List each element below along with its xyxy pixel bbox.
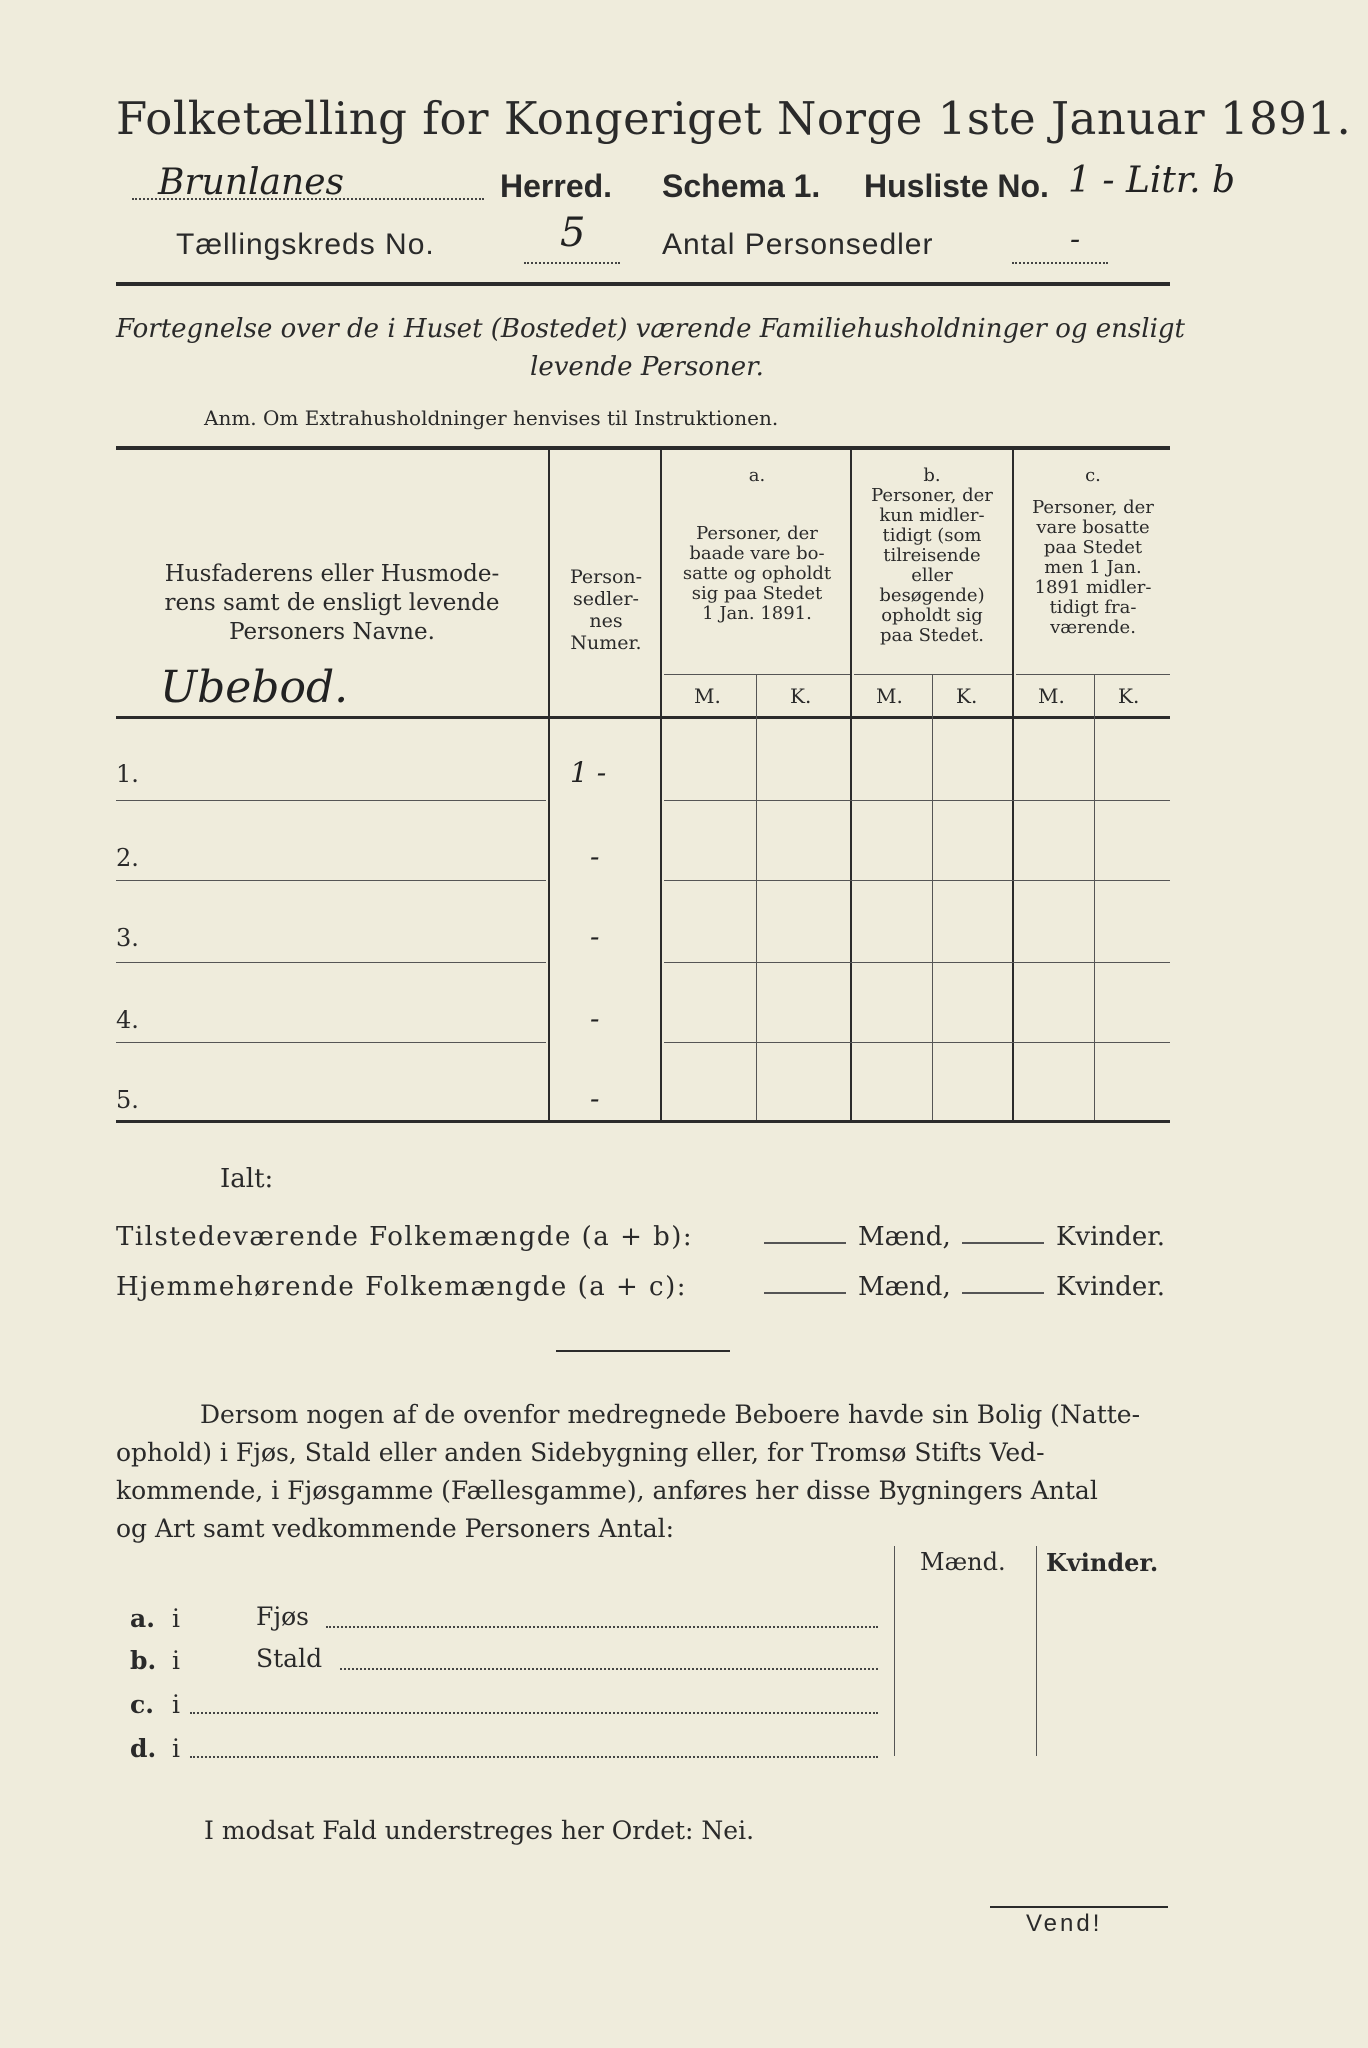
ialt-label: Ialt: — [220, 1164, 274, 1194]
anm-note: Anm. Om Extrahusholdninger henvises til Instruktionen. — [204, 406, 779, 430]
tilstede-maend: Mænd, — [858, 1222, 951, 1252]
item-b-i: i — [172, 1646, 180, 1675]
row-nr-3: - — [590, 920, 600, 953]
row-nr-4: - — [590, 1002, 600, 1035]
c-k-label: K. — [1118, 684, 1140, 708]
item-d-i: i — [172, 1734, 180, 1763]
col-divider-nr — [660, 450, 662, 1122]
row-line-2 — [116, 880, 546, 881]
col-c-header: c. Personer, der vare bosatte paa Stedet men 1 Jan. 1891 midler- tidigt fra- værende. — [1032, 465, 1154, 638]
herred-handwritten: Brunlanes — [158, 162, 344, 203]
intro-line-2: levende Personer. — [530, 352, 764, 382]
bolig-maend-head: Mænd. — [920, 1548, 1006, 1576]
item-b-dots — [340, 1668, 878, 1670]
hjemme-maend: Mænd, — [858, 1272, 951, 1302]
header-rule-thick — [116, 282, 1170, 286]
item-c-dots — [190, 1712, 878, 1714]
row-line-1-right — [664, 800, 1170, 801]
item-d-dots — [190, 1756, 878, 1758]
section-divider — [556, 1350, 730, 1352]
kreds-label: Tællingskreds No. — [176, 228, 435, 261]
row-line-3-right — [664, 962, 1170, 963]
mk-rule-a — [664, 674, 850, 675]
modsat-note: I modsat Fald understreges her Ordet: Nei. — [204, 1816, 755, 1845]
row-num-3: 3. — [116, 924, 139, 952]
row-line-3 — [116, 962, 546, 963]
subcol-c — [1094, 674, 1095, 1120]
bolig-kvinder-head: Kvinder. — [1046, 1548, 1159, 1577]
b-k-label: K. — [956, 684, 978, 708]
kreds-handwritten: 5 — [560, 210, 586, 256]
item-b-letter: b. — [130, 1646, 157, 1675]
form-title: Folketælling for Kongeriget Norge 1ste Januar 1891. — [116, 92, 1352, 145]
name-handwritten: Ubebod. — [160, 662, 349, 713]
tilstede-label: Tilstedeværende Folkemængde (a + b): — [116, 1222, 694, 1252]
subcol-a — [756, 674, 757, 1120]
hjemme-kvinder: Kvinder. — [1056, 1272, 1166, 1302]
c-m-label: M. — [1038, 684, 1065, 708]
a-m-label: M. — [694, 684, 721, 708]
row-num-2: 2. — [116, 844, 139, 872]
row-nr-2: - — [590, 840, 600, 873]
row-num-1: 1. — [116, 760, 139, 788]
item-c-i: i — [172, 1690, 180, 1719]
hjemme-label: Hjemmehørende Folkemængde (a + c): — [116, 1272, 687, 1302]
col-divider-b — [1012, 450, 1014, 1122]
hjemme-maend-blank — [764, 1292, 846, 1294]
husliste-handwritten: 1 - Litr. b — [1068, 160, 1236, 201]
item-b-label: Stald — [256, 1644, 323, 1673]
item-a-label: Fjøs — [256, 1602, 309, 1631]
schema-label: Schema 1. — [662, 168, 821, 204]
row-nr-5: - — [590, 1082, 600, 1115]
kreds-dotted-line — [524, 262, 620, 264]
vend-rule — [990, 1906, 1168, 1908]
antal-label: Antal Personsedler — [662, 228, 934, 261]
row-line-4-right — [664, 1042, 1170, 1043]
b-m-label: M. — [876, 684, 903, 708]
item-d-letter: d. — [130, 1734, 157, 1763]
tilstede-maend-blank — [764, 1242, 846, 1244]
antal-dotted-line — [1012, 262, 1108, 264]
subcol-b — [932, 674, 933, 1120]
bolig-col-divider-1 — [894, 1546, 895, 1756]
col-b-header: b. Personer, der kun midler- tidigt (som tilreisende eller besøgende) opholdt sig paa Stedet. — [871, 465, 993, 646]
name-column-header: Husfaderens eller Husmode- rens samt de ensligt levende Personers Navne. — [164, 561, 500, 645]
row-nr-1: 1 - — [570, 756, 607, 789]
item-c-letter: c. — [130, 1690, 154, 1719]
row-line-2-right — [664, 880, 1170, 881]
vend-label: Vend! — [1026, 1910, 1103, 1937]
row-line-1 — [116, 800, 546, 801]
mk-rule-c — [1016, 674, 1170, 675]
col-a-header: a. Personer, der baade vare bo- satte og opholdt sig paa Stedet 1 Jan. 1891. — [682, 465, 832, 624]
husliste-label: Husliste No. — [864, 168, 1049, 204]
herred-label: Herred. — [500, 168, 613, 204]
tilstede-kvinder: Kvinder. — [1056, 1222, 1166, 1252]
hjemme-kvinder-blank — [962, 1292, 1044, 1294]
a-k-label: K. — [790, 684, 812, 708]
item-a-letter: a. — [130, 1604, 155, 1633]
item-a-dots — [326, 1626, 878, 1628]
intro-line-1: Fortegnelse over de i Huset (Bostedet) værende Familiehusholdninger og ensligt — [116, 314, 1185, 344]
tilstede-kvinder-blank — [962, 1242, 1044, 1244]
row-num-5: 5. — [116, 1086, 139, 1114]
antal-handwritten: - — [1070, 222, 1081, 257]
bolig-paragraph: Dersom nogen af de ovenfor medregnede Beboere havde sin Bolig (Natte- ophold) i Fjøs, Stald eller anden Sidebygning eller, for Tromsø Stifts Ved- kommende, i Fjøsgamme (Fællesgamme), anføres her disse Bygningers Antal og Art samt vedkommende Personers Antal: — [116, 1400, 1141, 1543]
mk-rule-b — [854, 674, 1012, 675]
nr-column-header: Person- sedler- nes Numer. — [569, 566, 643, 654]
bolig-col-divider-2 — [1036, 1546, 1037, 1756]
row-num-4: 4. — [116, 1006, 139, 1034]
row-line-4 — [116, 1042, 546, 1043]
item-a-i: i — [172, 1604, 180, 1633]
col-divider-name — [548, 450, 550, 1122]
